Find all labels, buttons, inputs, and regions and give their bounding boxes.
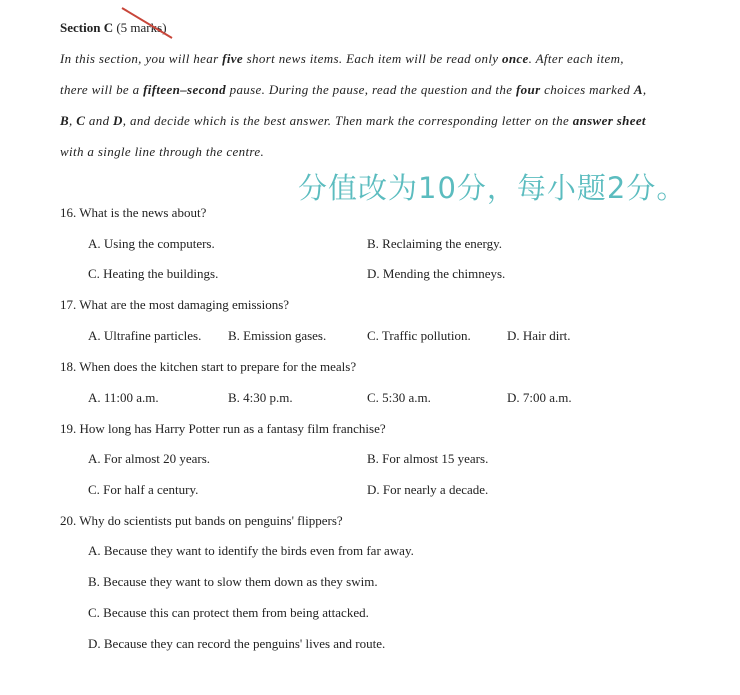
instruction-line-4: with a single line through the centre. <box>60 144 265 159</box>
question-17: 17. What are the most damaging emissions? <box>60 297 290 312</box>
question-16: 16. What is the news about? <box>60 205 207 220</box>
option: D. For nearly a decade. <box>367 482 489 497</box>
question-20: 20. Why do scientists put bands on penguins' flippers? <box>60 513 343 528</box>
option: C. For half a century. <box>88 482 199 497</box>
option: D. Because they can record the penguins' lives and route. <box>88 636 386 651</box>
section-title: Section C <box>60 20 114 35</box>
question-19: 19. How long has Harry Potter run as a fantasy film franchise? <box>60 421 386 436</box>
option: D. 7:00 a.m. <box>507 390 572 405</box>
instruction-line-2: there will be a fifteen–second pause. During the pause, read the question and the four choices marked A, <box>60 82 647 97</box>
option: D. Hair dirt. <box>507 328 571 343</box>
handwritten-note: 分值改为10分，每小题2分。 <box>298 171 687 205</box>
option: A. Because they want to identify the birds even from far away. <box>88 543 414 558</box>
question-18: 18. When does the kitchen start to prepare for the meals? <box>60 359 357 374</box>
option: B. Reclaiming the energy. <box>367 236 503 251</box>
instruction-line-1: In this section, you will hear five short news items. Each item will be read only once. After each item, <box>60 51 624 66</box>
option: A. 11:00 a.m. <box>88 390 159 405</box>
option: B. 4:30 p.m. <box>228 390 293 405</box>
option: A. For almost 20 years. <box>88 451 211 466</box>
option: C. Heating the buildings. <box>88 266 219 281</box>
section-marks: (5 marks) <box>116 20 167 35</box>
option: B. Because they want to slow them down as they swim. <box>88 574 378 589</box>
option: C. 5:30 a.m. <box>367 390 431 405</box>
option: D. Mending the chimneys. <box>367 266 506 281</box>
option: B. Emission gases. <box>228 328 327 343</box>
instruction-line-3: B, C and D, and decide which is the best answer. Then mark the corresponding letter on the answer sheet <box>60 113 646 128</box>
option: A. Using the computers. <box>88 236 215 251</box>
option: C. Traffic pollution. <box>367 328 471 343</box>
option: C. Because this can protect them from being attacked. <box>88 605 369 620</box>
option: B. For almost 15 years. <box>367 451 489 466</box>
option: A. Ultrafine particles. <box>88 328 202 343</box>
